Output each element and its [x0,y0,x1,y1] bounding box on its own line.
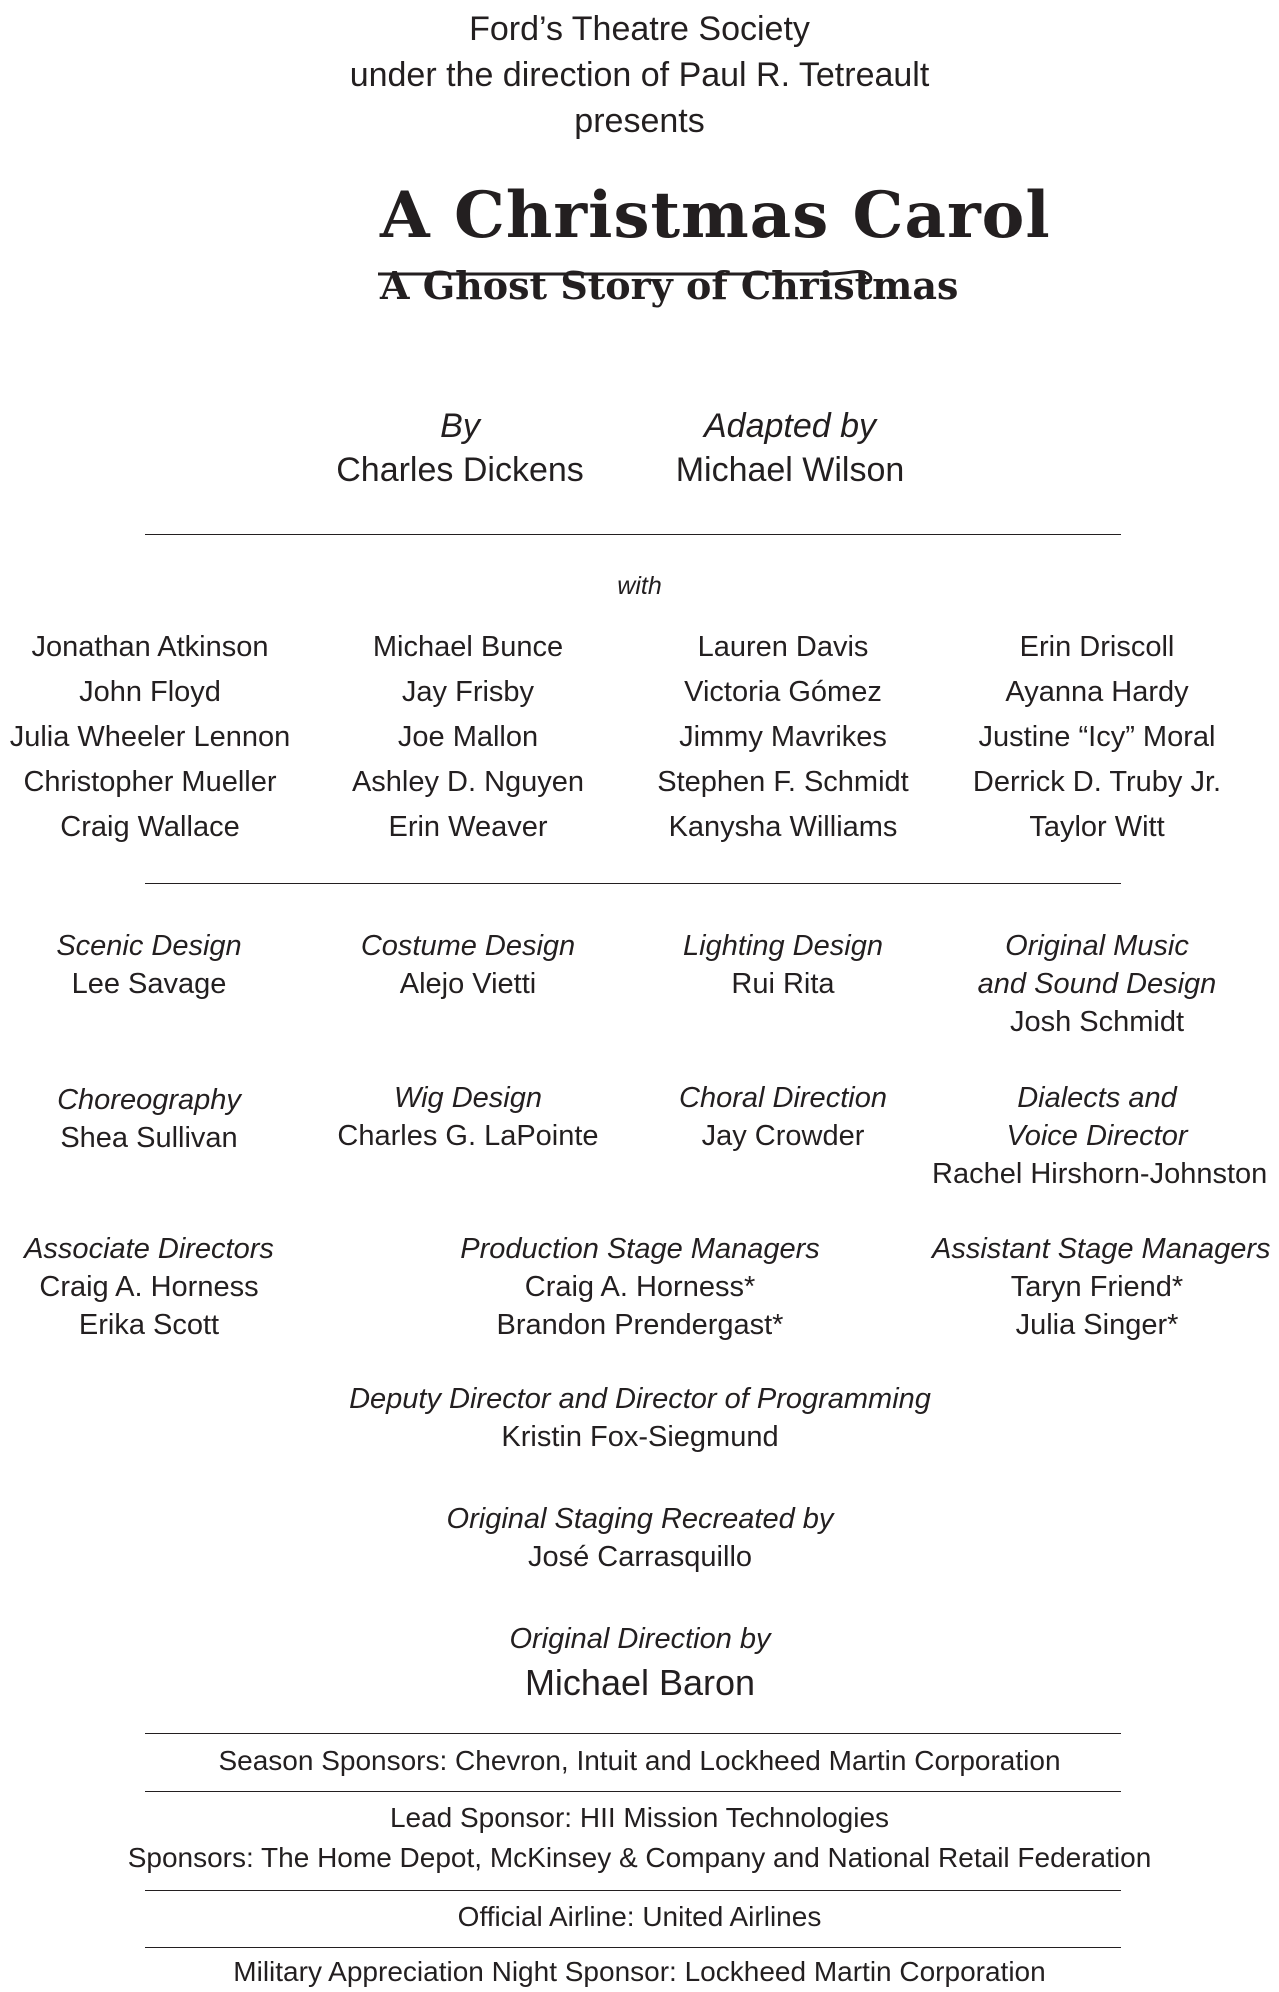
cast-member: Jay Frisby [401,676,535,708]
show-title: A Christmas Carol [380,178,1051,253]
design-credit [0,1081,314,1157]
design-name: Craig A. Horness* [524,1271,756,1303]
design-name: Alejo Vietti [399,968,537,1000]
presenter-line-1: Ford’s Theatre Society [469,10,810,48]
cast-member: Stephen F. Schmidt [657,766,909,798]
deputy-credit [340,1380,940,1456]
cast-member: Jonathan Atkinson [31,631,269,663]
author-credit [290,404,630,492]
cast-column-2 [308,625,628,850]
design-credit [0,927,314,1003]
cast-member: Erin Driscoll [1019,631,1175,663]
design-role: Associate Directors [24,1233,274,1265]
design-credit [618,1079,948,1155]
design-credit [932,1079,1268,1193]
direction-credit [340,1620,940,1708]
cast-member: Jimmy Mavrikes [679,721,887,753]
design-name: Julia Singer* [1015,1309,1179,1341]
design-credit [932,927,1262,1041]
divider [145,1733,1121,1734]
cast-member: John Floyd [79,676,221,708]
design-role: Production Stage Managers [460,1233,820,1265]
design-role: and Sound Design [977,968,1217,1000]
design-credit [303,927,633,1003]
design-name: Lee Savage [71,968,227,1000]
design-role: Dialects and [1017,1082,1177,1114]
cast-member: Kanysha Williams [668,811,898,843]
design-name: Taryn Friend* [1010,1271,1184,1303]
official-airline: Official Airline: United Airlines [457,1901,822,1932]
adapter-name: Michael Wilson [675,451,905,489]
cast-member: Michael Bunce [372,631,564,663]
cast-member: Justine “Icy” Moral [978,721,1216,753]
design-credit [303,1079,633,1155]
cast-member: Ashley D. Nguyen [351,766,585,798]
cast-member: Joe Mallon [397,721,539,753]
military-sponsor: Military Appreciation Night Sponsor: Lockheed Martin Corporation [233,1956,1046,1987]
divider [145,1947,1121,1948]
design-name: Brandon Prendergast* [496,1309,784,1341]
design-role: Scenic Design [56,930,242,962]
design-role: Original Music [1005,930,1189,962]
design-credit [618,927,948,1003]
cast-column-1 [0,625,310,850]
direction-name: Michael Baron [524,1662,756,1703]
design-credit [932,1230,1271,1344]
design-name: Erika Scott [78,1309,220,1341]
design-credit [0,1230,314,1344]
cast-member: Lauren Davis [697,631,869,663]
staging-role: Original Staging Recreated by [446,1503,834,1535]
design-role: Lighting Design [683,930,883,962]
cast-member: Craig Wallace [60,811,240,843]
show-title-block [380,178,1051,308]
presenter-line-3: presents [574,102,705,140]
staging-name: José Carrasquillo [527,1541,753,1573]
design-name: Shea Sullivan [60,1122,238,1154]
design-role: Costume Design [360,930,576,962]
design-name: Josh Schmidt [1009,1006,1185,1038]
deputy-role: Deputy Director and Director of Programming [349,1383,931,1415]
design-name: Charles G. LaPointe [337,1120,599,1152]
season-sponsors: Season Sponsors: Chevron, Intuit and Lockheed Martin Corporation [218,1745,1061,1776]
cast-member: Victoria Gómez [684,676,882,708]
design-role: Choral Direction [679,1082,887,1114]
divider [145,1791,1121,1792]
author-name: Charles Dickens [336,451,584,489]
title-flourish-decoration [378,268,892,288]
presenter-line-2: under the direction of Paul R. Tetreault [349,56,930,94]
direction-role: Original Direction by [509,1623,771,1655]
deputy-name: Kristin Fox-Siegmund [501,1421,779,1453]
design-name: Craig A. Horness [39,1271,259,1303]
cast-member: Ayanna Hardy [1005,676,1189,708]
adapter-credit [620,404,960,492]
sponsors-list: Sponsors: The Home Depot, McKinsey & Company and National Retail Federation [127,1842,1152,1873]
cast-column-4 [937,625,1257,850]
design-role: Assistant Stage Managers [932,1233,1271,1265]
cast-member: Christopher Mueller [23,766,277,798]
cast-member: Erin Weaver [388,811,548,843]
divider [145,1890,1121,1891]
presenter-block [0,6,1279,144]
divider [145,883,1121,884]
design-name: Rui Rita [731,968,835,1000]
design-credit [425,1230,855,1344]
author-role: By [440,407,480,445]
cast-member: Derrick D. Truby Jr. [972,766,1222,798]
design-name: Rachel Hirshorn-Johnston [932,1158,1268,1190]
design-role: Voice Director [1006,1120,1188,1152]
show-subtitle: A Ghost Story of Christmas [380,263,959,308]
adapter-role: Adapted by [703,407,877,445]
cast-heading: with [617,572,662,600]
cast-member: Taylor Witt [1029,811,1165,843]
design-name: Jay Crowder [701,1120,865,1152]
divider [145,534,1121,535]
staging-credit [340,1500,940,1576]
design-role: Choreography [57,1084,241,1116]
cast-member: Julia Wheeler Lennon [9,721,291,753]
design-role: Wig Design [393,1082,543,1114]
cast-column-3 [623,625,943,850]
lead-sponsor: Lead Sponsor: HII Mission Technologies [389,1802,890,1833]
